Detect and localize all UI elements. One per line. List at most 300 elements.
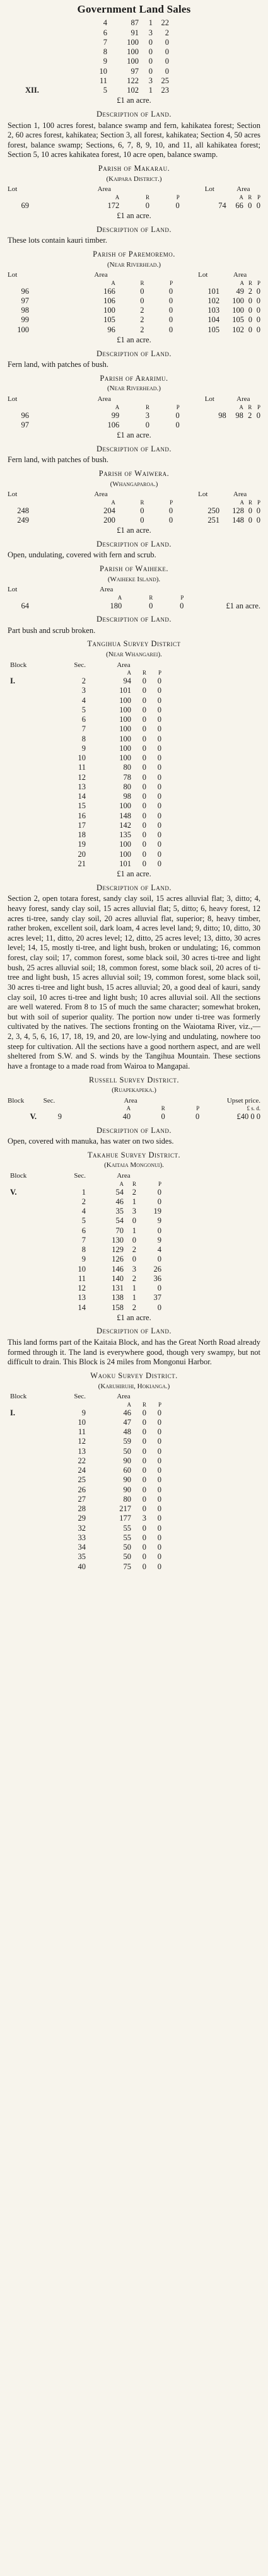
lot: 69 <box>21 200 29 210</box>
tangihua-row <box>10 801 161 811</box>
block <box>10 801 61 811</box>
acres: 91 <box>131 28 139 37</box>
col-block: Block <box>8 1096 25 1105</box>
acres: 80 <box>123 1494 131 1504</box>
acres: 97 <box>131 66 139 76</box>
tangihua-row <box>10 705 161 715</box>
acres: 35 <box>115 1207 124 1215</box>
roods: 0 <box>248 296 252 305</box>
acres: 131 <box>112 1284 124 1292</box>
perches: 0 <box>157 1408 161 1417</box>
section: 8 <box>81 1245 86 1254</box>
block <box>10 705 61 715</box>
perches: 26 <box>153 1264 161 1273</box>
section: 25 <box>78 1475 86 1485</box>
section: 10 <box>78 1417 86 1427</box>
section: 9 <box>57 1112 62 1122</box>
russell-subheading: (Ruapekapeka.) <box>112 1086 156 1094</box>
waiheke-heading: Parish of Waiheke. <box>100 564 168 573</box>
waoku-subheading: (Karuhiruhi, Hokianga.) <box>98 1382 170 1390</box>
acres: 140 <box>112 1273 124 1283</box>
section: 17 <box>78 820 86 830</box>
section: 13 <box>78 782 86 791</box>
acres: 148 <box>232 515 245 525</box>
waiwera-table: Lot Area Lot Area A R P A R P 248 204 0 0 250 128 0 0 249 200 0 0 251 148 0 0 <box>8 490 260 525</box>
perches: 9 <box>157 1235 161 1244</box>
waoku-heading: Waoku Survey District. <box>90 1371 178 1380</box>
waoku-row <box>10 1466 161 1475</box>
tangihua-row <box>10 859 161 869</box>
lot: 7 <box>103 37 107 47</box>
roods: 0 <box>148 47 153 56</box>
roods: 3 <box>148 28 153 37</box>
roods: 0 <box>142 1485 146 1494</box>
block <box>10 763 61 772</box>
ararimu-heading: Parish of Ararimu. <box>100 373 168 383</box>
block <box>10 724 61 734</box>
roods: 0 <box>148 37 153 47</box>
paremoremo-row <box>8 287 260 296</box>
roods: 0 <box>142 859 146 868</box>
perches: 0 <box>157 1417 161 1427</box>
lot: 6 <box>103 28 107 37</box>
block <box>10 792 61 801</box>
acres: 66 <box>235 200 243 210</box>
roods: 1 <box>132 1293 136 1303</box>
roods: 0 <box>140 296 144 305</box>
paremoremo-desc-heading: Description of Land. <box>96 349 172 358</box>
section: 3 <box>81 686 86 695</box>
top-lot-row <box>25 67 169 76</box>
section: 5 <box>81 705 86 714</box>
block <box>10 1303 61 1313</box>
section: 2 <box>81 1197 86 1206</box>
block <box>10 1236 61 1245</box>
tangihua-row <box>10 850 161 859</box>
takahue-row <box>10 1245 161 1255</box>
section: 22 <box>78 1456 86 1465</box>
block <box>10 1255 61 1264</box>
waiheke-row <box>8 601 260 611</box>
perches: 23 <box>161 86 169 95</box>
acres: 100 <box>103 306 115 315</box>
perches: 0 <box>157 1514 161 1523</box>
top-description: Section 1, 100 acres forest, balance swamp and fern, kahikatea forest; Section 2, 60 acres forest, kahikatea; Section 3, all forest, kahikatea; Section 4, 50 acres forest, balance swamp; Sections, 6, 7, 8, 9, 10, and 11, all kahikatea forest; Section 5, 10 acres kahikatea forest, 10 acre open, balance swamp. <box>8 120 260 160</box>
block <box>10 1284 61 1293</box>
takahue-desc-heading: Description of Land. <box>96 1326 172 1336</box>
perches: 0 <box>157 772 161 782</box>
roods: 0 <box>148 57 153 66</box>
section: 2 <box>81 676 86 685</box>
roods: 0 <box>142 1408 146 1417</box>
waiwera-desc-heading: Description of Land. <box>96 539 172 548</box>
block <box>10 1514 61 1523</box>
waoku-row <box>10 1475 161 1485</box>
lot: 97 <box>21 296 29 305</box>
col-sec: Sec. <box>43 1096 55 1105</box>
perches: 0 <box>157 782 161 791</box>
block <box>10 1197 61 1207</box>
roods: 0 <box>145 200 149 210</box>
roods: 0 <box>142 1437 146 1446</box>
ararimu-price: £1 an acre. <box>117 431 151 439</box>
acres: 180 <box>110 601 122 610</box>
block <box>10 734 61 744</box>
takahue-price: £1 an acre. <box>117 1313 151 1322</box>
spacer <box>180 421 205 430</box>
acres: 100 <box>127 47 139 56</box>
roods: 0 <box>142 763 146 772</box>
roods: 0 <box>142 1466 146 1475</box>
tangihua-subheading: (Near Whangarei). <box>106 650 162 658</box>
acres: 101 <box>119 859 131 868</box>
perches: 0 <box>157 1504 161 1514</box>
lot: 250 <box>207 506 220 515</box>
section: 8 <box>81 734 86 743</box>
takahue-description: This land forms part of the Kaitaia Block, and has the Great North Road already formed through it. The land is everywhere good, though very swampy, but not difficult to drain. This Block is 24 miles from Mongonui Harbor. <box>8 1338 260 1367</box>
acres: 135 <box>119 830 131 839</box>
acres: 98 <box>235 410 243 420</box>
takahue-table: Block Sec. Area A R P V. 1 54 2 0 2 46 1 0 4 35 3 19 5 54 0 9 6 70 1 0 7 130 0 9 8 129 2 4 9 126 0 0 10 146 3 26 11 140 2 36 12 131 1 0 13 138 1 37 14 158 2 0 <box>10 1172 161 1312</box>
perches: 0 <box>175 200 180 210</box>
perches: 0 <box>165 57 169 66</box>
roods: 2 <box>132 1273 136 1283</box>
russell-heading: Russell Survey District. <box>89 1075 179 1084</box>
block <box>10 859 61 869</box>
block <box>10 715 61 724</box>
section: 7 <box>81 724 86 734</box>
roods: 0 <box>248 315 252 325</box>
roods: 0 <box>248 506 252 515</box>
acres: 101 <box>119 686 131 695</box>
acres: 106 <box>107 420 120 429</box>
section: 11 <box>78 1427 86 1437</box>
perches: 0 <box>157 1226 161 1235</box>
lot: 105 <box>207 325 220 334</box>
roods: 2 <box>132 1187 136 1197</box>
block <box>25 67 69 76</box>
top-price: £1 an acre. <box>117 96 151 105</box>
tangihua-row <box>10 821 161 830</box>
paremoremo-row <box>8 315 260 325</box>
block <box>10 1552 61 1562</box>
perches: 0 <box>157 1303 161 1312</box>
block: I. <box>10 676 15 685</box>
roods: 0 <box>140 286 144 296</box>
perches: 0 <box>256 515 260 525</box>
tangihua-row <box>10 724 161 734</box>
top-lot-row <box>25 28 169 38</box>
roods: 3 <box>132 1264 136 1273</box>
paremoremo-price: £1 an acre. <box>117 335 151 344</box>
upset-price: £40 0 0 <box>236 1112 260 1122</box>
block <box>10 830 61 840</box>
acres: 59 <box>123 1437 131 1446</box>
perches: 19 <box>153 1207 161 1215</box>
waoku-row <box>10 1562 161 1572</box>
paremoremo-heading: Parish of Paremoremo. <box>93 249 175 258</box>
perches: 0 <box>168 315 173 325</box>
tangihua-row <box>10 744 161 753</box>
lot: 100 <box>17 325 29 334</box>
block <box>25 38 69 47</box>
perches: 0 <box>180 601 184 610</box>
spacer <box>180 411 205 421</box>
perches: 0 <box>168 306 173 315</box>
roods: 0 <box>149 601 153 610</box>
perches: 0 <box>157 1255 161 1264</box>
perches: 0 <box>165 47 169 56</box>
section: 12 <box>78 1284 86 1292</box>
roods: 0 <box>142 676 146 685</box>
lot: 74 <box>218 200 226 210</box>
roods: 3 <box>148 76 153 85</box>
tangihua-row <box>10 676 161 686</box>
waoku-row <box>10 1447 161 1456</box>
block <box>10 1207 61 1216</box>
acres: 177 <box>119 1514 131 1523</box>
waoku-row <box>10 1418 161 1427</box>
makarau-price: £1 an acre. <box>117 211 151 220</box>
acres: 172 <box>107 200 120 210</box>
acres: 90 <box>123 1475 131 1485</box>
roods: 0 <box>142 1552 146 1562</box>
ararimu-row <box>8 411 260 421</box>
perches: 2 <box>165 28 169 37</box>
spacer <box>173 516 198 525</box>
tangihua-row <box>10 753 161 763</box>
perches: 0 <box>168 506 173 515</box>
perches: 0 <box>157 705 161 714</box>
ararimu-row <box>8 421 260 430</box>
waiheke-desc-heading: Description of Land. <box>96 615 172 624</box>
block: I. <box>10 1408 15 1417</box>
perches: 0 <box>157 695 161 705</box>
paremoremo-row <box>8 296 260 306</box>
acres: 70 <box>115 1226 124 1235</box>
acres: 200 <box>103 515 115 525</box>
waoku-row <box>10 1437 161 1446</box>
waiwera-row <box>8 506 260 516</box>
paremoremo-subheading: (Near Riverhead.) <box>107 260 161 269</box>
roods: 0 <box>142 801 146 811</box>
makarau-table: Lot Area Lot Area A R P A R P 69 172 0 0 74 66 0 0 <box>8 185 260 210</box>
block <box>10 753 61 763</box>
acres: 100 <box>232 306 245 315</box>
roods: 0 <box>142 1533 146 1542</box>
top-lot-row <box>25 57 169 66</box>
tangihua-description: Section 2, open totara forest, sandy clay soil, 15 acres alluvial flat; 3, ditto; 4, heavy forest, sandy clay soil, 15 acres alluvial flat; 5, ditto; 6, heavy forest, 12 acres ti-tree, sandy clay soil, 20 acres alluvial flat, superior; 8, heavy timber, rather broken, excellent soil, dark loam, 4 acres level land; 9, ditto; 10, ditto, 30 acres level; 11, ditto, 20 acres level; 12, ditto, 25 acres level; 13, ditto, 30 acres level; 14, 15, mostly ti-tree, and light bush, broken or undulating; 16, common forest, clay soil; 17, common forest, some black soil, 30 acres ti-tree and light bush, 25 acres alluvial soil; 18, common forest, some black soil, 20 acres of ti-tree and light bush, 15 acres alluvial soil; 19, common forest, some black soil, 30 acres ti-tree and light bush, 15 acres alluvial; 20, a good deal of kauri, sandy clay soil, 10 acres ti-tree and light bush; 10 acres alluvial soil. All the sections are well watered. From 8 to 15 of much the same character; somewhat broken, but with soil of superior quality. The portion now under ti-tree was formerly cultivated by the natives. The sections fronting on the Waiotama River, viz.,—2, 3, 4, 5, 6, 16, 17, 18, 19, and 20, are low-lying and undulating, nowhere too steep for cultivation. All the sections have a good northern aspect, and are well sheltered from S.W. and S. winds by the Tangihua Mountain. These sections have a frontage to a made road from Wairoa to Mangapai. <box>8 894 260 1070</box>
waiwera-row <box>8 516 260 525</box>
top-lots-table <box>25 18 169 95</box>
roods: 2 <box>140 325 144 334</box>
acres: 40 <box>122 1112 131 1122</box>
waoku-table: Block Sec. Area A R P I. 9 46 0 0 10 47 0 0 11 48 0 0 12 59 0 0 13 50 0 0 22 90 0 0 24 60 0 0 25 90 0 0 26 90 0 0 27 80 0 0 28 217 0 0 29 177 3 0 32 55 0 0 33 55 0 0 34 50 0 0 35 50 0 0 40 75 0 0 <box>10 1393 161 1571</box>
block <box>10 1495 61 1504</box>
perches: 9 <box>157 1216 161 1226</box>
perches: 0 <box>256 506 260 515</box>
roods: 0 <box>142 715 146 724</box>
takahue-heading: Takahue Survey District. <box>87 1150 181 1159</box>
block <box>10 850 61 859</box>
tangihua-row <box>10 811 161 821</box>
acres: 80 <box>123 763 131 772</box>
block <box>10 1533 61 1543</box>
perches: 0 <box>168 296 173 305</box>
roods: 0 <box>142 724 146 734</box>
russell-description: Open, covered with manuka, has water on two sides. <box>8 1137 174 1146</box>
acres: 96 <box>107 325 115 334</box>
roods: 0 <box>161 1112 165 1122</box>
roods: 0 <box>142 1427 146 1437</box>
perches: 0 <box>157 1197 161 1206</box>
lot: 104 <box>207 315 220 325</box>
perches: 0 <box>157 734 161 743</box>
section: 29 <box>78 1514 86 1523</box>
perches: 0 <box>157 811 161 820</box>
perches: 0 <box>175 410 180 420</box>
roods: 0 <box>142 1417 146 1427</box>
acres: 204 <box>103 506 115 515</box>
acres: 60 <box>123 1466 131 1475</box>
block <box>10 840 61 849</box>
spacer <box>173 315 198 325</box>
spacer <box>173 296 198 306</box>
acres: 98 <box>123 792 131 801</box>
block <box>10 1274 61 1284</box>
section: 11 <box>78 763 86 772</box>
waoku-row <box>10 1408 161 1418</box>
perches: 0 <box>256 286 260 296</box>
perches: 0 <box>157 1456 161 1465</box>
perches: 0 <box>256 296 260 305</box>
lot: 102 <box>207 296 220 305</box>
section: 16 <box>78 811 86 820</box>
paremoremo-row <box>8 306 260 315</box>
acres: 102 <box>232 325 245 334</box>
block <box>10 1216 61 1226</box>
paremoremo-row <box>8 325 260 335</box>
block <box>25 28 69 38</box>
roods: 0 <box>248 515 252 525</box>
acres: 100 <box>119 753 131 762</box>
perches: 25 <box>161 76 169 85</box>
waiwera-heading: Parish of Waiwera. <box>98 468 170 478</box>
ararimu-table: Lot Area Lot Area A R P A R P 96 99 3 0 98 98 2 0 97 106 0 0 <box>8 395 260 429</box>
lot: 98 <box>21 306 29 315</box>
perches: 0 <box>168 515 173 525</box>
perches: 0 <box>157 840 161 849</box>
roods: 0 <box>142 743 146 753</box>
acres: 100 <box>232 296 245 305</box>
section: 21 <box>78 859 86 868</box>
perches: 0 <box>157 1466 161 1475</box>
roods: 1 <box>132 1284 136 1292</box>
roods: 3 <box>132 1207 136 1215</box>
acres: 100 <box>119 840 131 849</box>
section: 9 <box>81 1255 86 1264</box>
perches: 0 <box>157 1284 161 1292</box>
roods: 0 <box>132 1255 136 1264</box>
roods: 0 <box>142 753 146 762</box>
acres: 46 <box>123 1408 131 1417</box>
block: V. <box>30 1112 37 1122</box>
tangihua-row <box>10 686 161 695</box>
roods: 0 <box>142 734 146 743</box>
paremoremo-description: Fern land, with patches of bush. <box>8 360 109 369</box>
acres: 94 <box>123 676 131 685</box>
lot: 64 <box>21 601 29 610</box>
acres <box>226 421 243 430</box>
block <box>10 1293 61 1303</box>
lot: 96 <box>21 410 29 420</box>
perches: 0 <box>157 715 161 724</box>
roods: 0 <box>248 325 252 334</box>
acres: 99 <box>111 410 120 420</box>
section: 1 <box>81 1187 86 1197</box>
block <box>25 18 69 28</box>
roods: 0 <box>248 200 252 210</box>
roods: 0 <box>142 1523 146 1533</box>
acres: 78 <box>123 772 131 782</box>
section: 35 <box>78 1552 86 1562</box>
acres: 90 <box>123 1456 131 1465</box>
makarau-desc-heading: Description of Land. <box>96 224 172 234</box>
acres: 47 <box>123 1417 131 1427</box>
acres: 46 <box>115 1197 124 1206</box>
section: 11 <box>78 1273 86 1283</box>
roods: 0 <box>142 705 146 714</box>
block <box>10 811 61 821</box>
acres: 80 <box>123 782 131 791</box>
block <box>10 1447 61 1456</box>
acres: 106 <box>103 296 115 305</box>
lot: 8 <box>103 47 107 56</box>
section: 18 <box>78 830 86 839</box>
roods: 2 <box>132 1245 136 1254</box>
block <box>10 696 61 705</box>
roods: 2 <box>248 286 252 296</box>
acres: 100 <box>127 57 139 66</box>
perches: 0 <box>157 1187 161 1197</box>
roods: 0 <box>142 830 146 839</box>
perches: 0 <box>157 676 161 685</box>
perches: 0 <box>157 792 161 801</box>
acres: 100 <box>119 849 131 859</box>
roods: 3 <box>145 410 149 420</box>
perches: 0 <box>157 859 161 868</box>
section: 4 <box>81 1207 86 1215</box>
acres: 55 <box>123 1523 131 1533</box>
section: 5 <box>81 1216 86 1226</box>
section: 6 <box>81 1226 86 1235</box>
roods: 1 <box>132 1197 136 1206</box>
perches: 0 <box>256 200 260 210</box>
waoku-row <box>10 1456 161 1466</box>
section: 32 <box>78 1523 86 1533</box>
perches: 0 <box>256 410 260 420</box>
perches: 0 <box>157 1552 161 1562</box>
tangihua-heading: Tangihua Survey District <box>87 639 181 649</box>
lot: 9 <box>103 57 107 66</box>
takahue-row <box>10 1236 161 1245</box>
makarau-subheading: (Kaipara District.) <box>106 175 162 183</box>
tangihua-row <box>10 840 161 849</box>
perches: 0 <box>157 1494 161 1504</box>
acres: 128 <box>232 506 245 515</box>
roods: 0 <box>142 695 146 705</box>
acres: 50 <box>123 1446 131 1456</box>
